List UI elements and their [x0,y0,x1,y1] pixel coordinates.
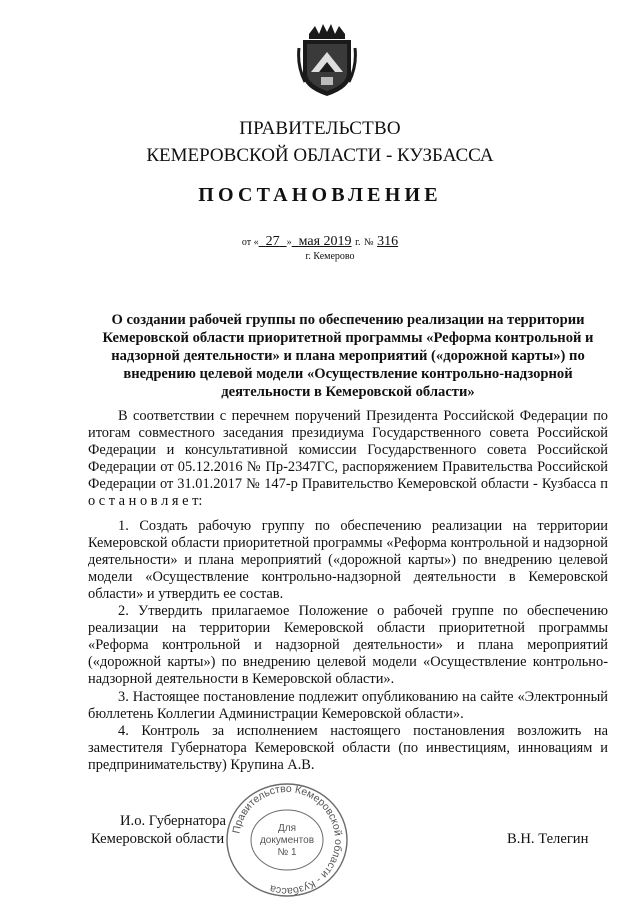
list-item: 4. Контроль за исполнением настоящего постановления возложить на заместителя Губернатора Кемеровской области (по инвестициям, инновациям и предпринимательству) Крупина А.В. [88,723,608,773]
coat-of-arms-icon [297,22,357,98]
year-suffix: г. [355,237,361,248]
signatory-name: В.Н. Телегин [507,831,589,847]
preamble-paragraph [88,408,608,510]
document-type: ПОСТАНОВЛЕНИЕ [198,184,442,206]
date-day: 27 [265,234,280,249]
official-stamp [222,781,352,899]
signatory-role [91,813,226,848]
preamble-text: В соответствии с перечнем поручений Президента Российской Федерации по итогам совместного заседания президиума Государственного совета Российской Федерации и консультативной комиссии Государственного совета Российской Федерации от 05.12.2016 № Пр-2347ГС, распоряжением Правительства Российской Федерации от 31.01.2017 № 147-р Правительство Кемеровской области - Кузбасса п о с т а н о в л я е т: [88,408,608,509]
document-date-number [0,234,640,250]
list-item: 1. Создать рабочую группу по обеспечению реализации на территории Кемеровской области приоритетной программы «Реформа контрольной и надзорной деятельности» и плана мероприятий («дорожной карты») по внедрению целевой модели «Осуществление контрольно-надзорной деятельности в Кемеровской области» и утвердить ее состав. [88,518,608,602]
stamp-center-line1: Для [277,823,297,834]
number-label: № [364,237,374,248]
date-prefix: от « [241,237,259,248]
document-city: г. Кемерово [305,251,355,262]
stamp-ring-text: Правительство Кемеровской области - Кузбасса [230,782,345,898]
stamp-center-line3: № 1 [277,847,297,858]
organization-name-line1: ПРАВИТЕЛЬСТВО [239,118,401,139]
list-item: 2. Утвердить прилагаемое Положение о рабочей группе по обеспечению реализации на территории Кемеровской области приоритетной программы «Реформа контрольной и надзорной деятельности» и плана мероприятий («дорожной карты») по внедрению целевой модели «Осуществление контрольно-надзорной деятельности в Кемеровской области». [88,603,608,687]
date-mid: » [286,237,292,248]
signatory-role-line2: Кемеровской области [91,830,225,847]
stamp-center-line2: документов [259,835,315,846]
document-number: 316 [377,234,399,249]
list-item: 3. Настоящее постановление подлежит опубликованию на сайте «Электронный бюллетень Коллегии Администрации Кемеровской области». [88,689,608,722]
date-month-year: мая 2019 [298,234,352,249]
document-title: О создании рабочей группы по обеспечению реализации на территории Кемеровской области приоритетной программы «Реформа контрольной и надзорной деятельности» и плана мероприятий («дорожной карты») по внедрению целевой модели «Осуществление контрольно-надзорной деятельности в Кемеровской области» [102,312,594,400]
signatory-role-line1: И.о. Губернатора [120,813,226,829]
organization-name-line2: КЕМЕРОВСКОЙ ОБЛАСТИ - КУЗБАССА [146,145,494,166]
